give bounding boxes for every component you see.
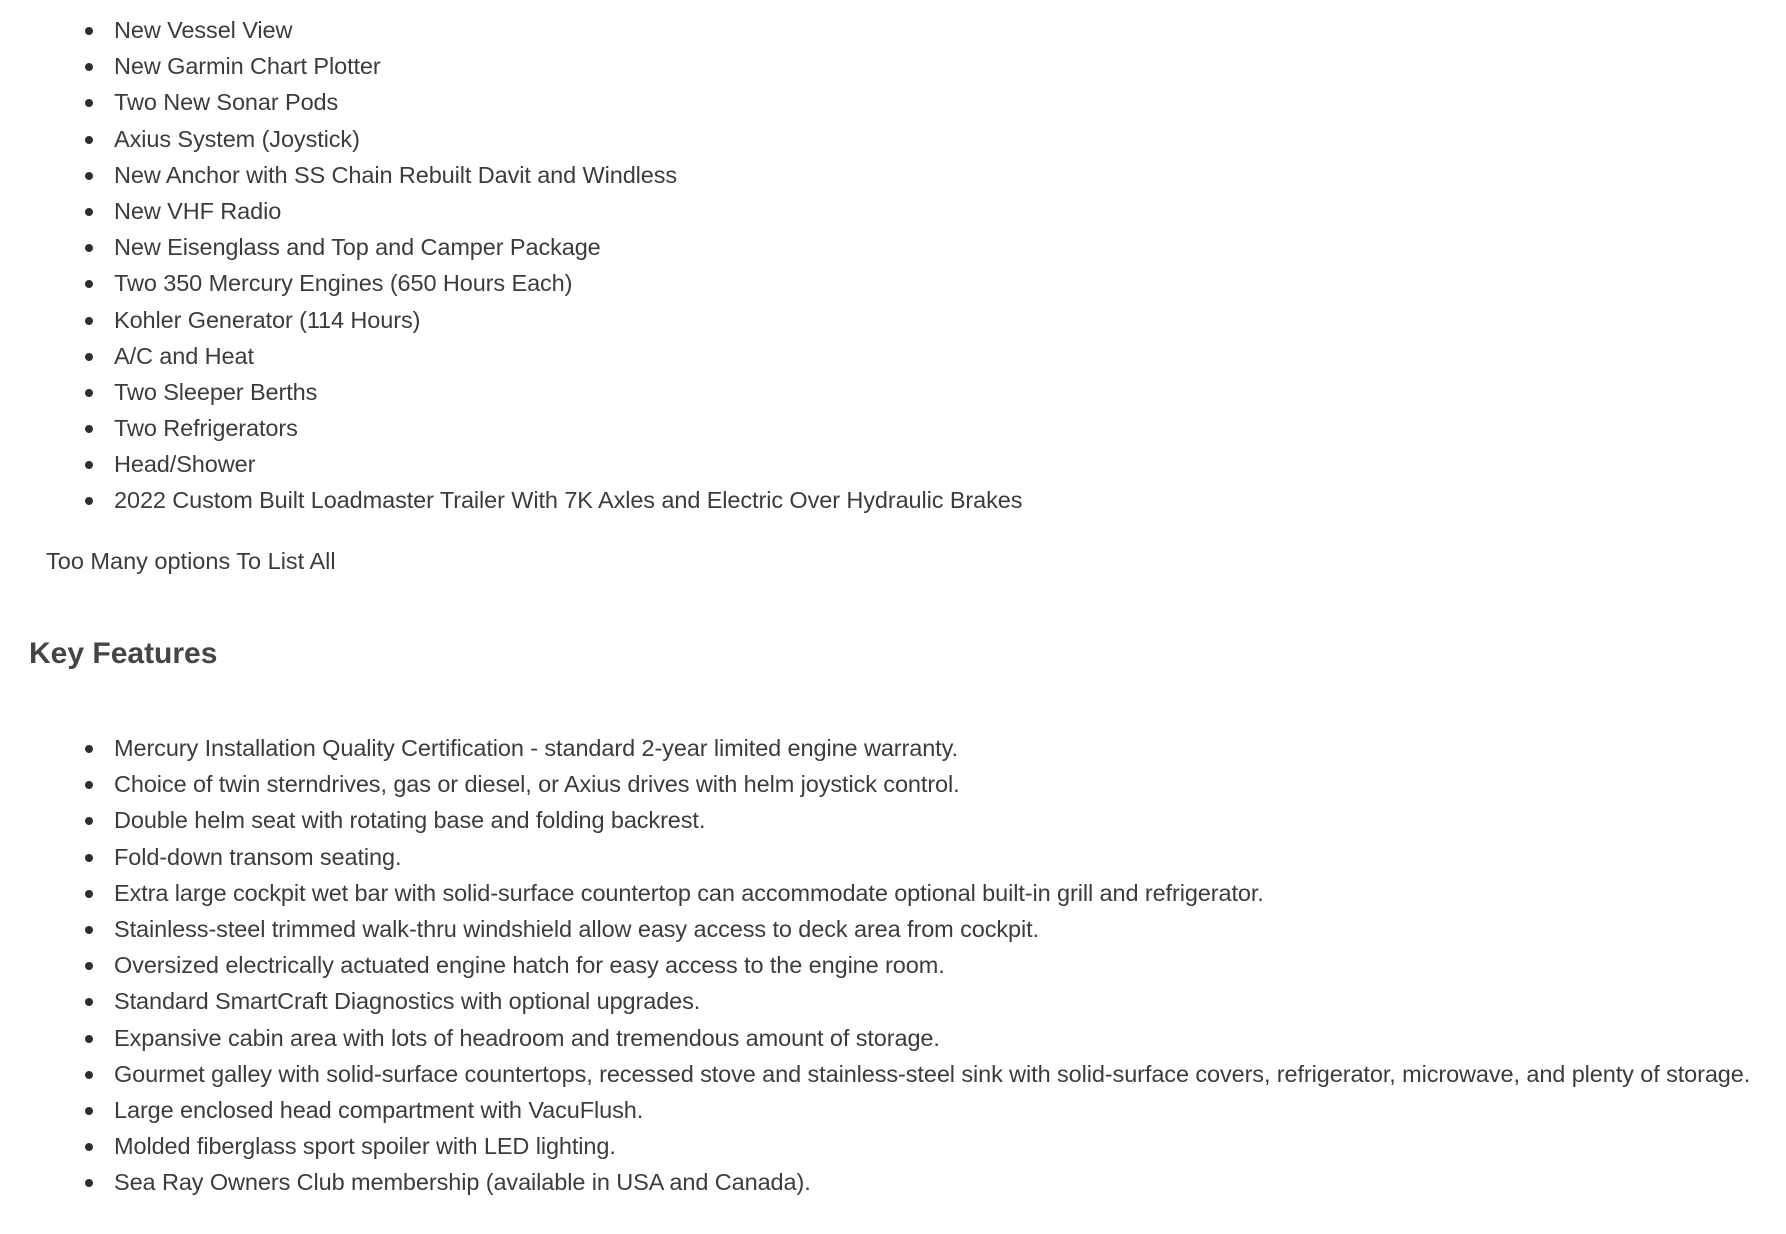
- list-item: Sea Ray Owners Club membership (available in USA and Canada).: [0, 1164, 1750, 1200]
- list-item: Gourmet galley with solid-surface countertops, recessed stove and stainless-steel sink with solid-surface covers, refrigerator, microwave, and plenty of storage.: [0, 1056, 1750, 1092]
- list-item: Axius System (Joystick): [0, 121, 1022, 157]
- list-item: New Anchor with SS Chain Rebuilt Davit and Windless: [0, 157, 1022, 193]
- list-item: New Eisenglass and Top and Camper Package: [0, 229, 1022, 265]
- list-item: Oversized electrically actuated engine hatch for easy access to the engine room.: [0, 947, 1750, 983]
- list-item: Fold-down transom seating.: [0, 839, 1750, 875]
- list-item: Double helm seat with rotating base and folding backrest.: [0, 802, 1750, 838]
- list-item: Standard SmartCraft Diagnostics with optional upgrades.: [0, 983, 1750, 1019]
- list-item: 2022 Custom Built Loadmaster Trailer With 7K Axles and Electric Over Hydraulic Brakes: [0, 482, 1022, 518]
- list-item: Stainless-steel trimmed walk-thru windshield allow easy access to deck area from cockpit.: [0, 911, 1750, 947]
- options-note: Too Many options To List All: [46, 548, 336, 574]
- list-item: Large enclosed head compartment with VacuFlush.: [0, 1092, 1750, 1128]
- list-item: Head/Shower: [0, 446, 1022, 482]
- list-item: New VHF Radio: [0, 193, 1022, 229]
- key-features-heading: Key Features: [29, 637, 218, 670]
- list-item: Mercury Installation Quality Certification - standard 2-year limited engine warranty.: [0, 730, 1750, 766]
- list-item: Molded fiberglass sport spoiler with LED lighting.: [0, 1128, 1750, 1164]
- list-item: Choice of twin sterndrives, gas or diesel, or Axius drives with helm joystick control.: [0, 766, 1750, 802]
- list-item: New Garmin Chart Plotter: [0, 48, 1022, 84]
- list-item: Extra large cockpit wet bar with solid-surface countertop can accommodate optional built-in grill and refrigerator.: [0, 875, 1750, 911]
- list-item: Two Sleeper Berths: [0, 374, 1022, 410]
- list-item: Two Refrigerators: [0, 410, 1022, 446]
- list-item: Two 350 Mercury Engines (650 Hours Each): [0, 265, 1022, 301]
- options-list: [0, 12, 1022, 519]
- list-item: Kohler Generator (114 Hours): [0, 302, 1022, 338]
- list-item: Two New Sonar Pods: [0, 84, 1022, 120]
- features-list: [0, 730, 1750, 1200]
- list-item: New Vessel View: [0, 12, 1022, 48]
- list-item: A/C and Heat: [0, 338, 1022, 374]
- list-item: Expansive cabin area with lots of headroom and tremendous amount of storage.: [0, 1020, 1750, 1056]
